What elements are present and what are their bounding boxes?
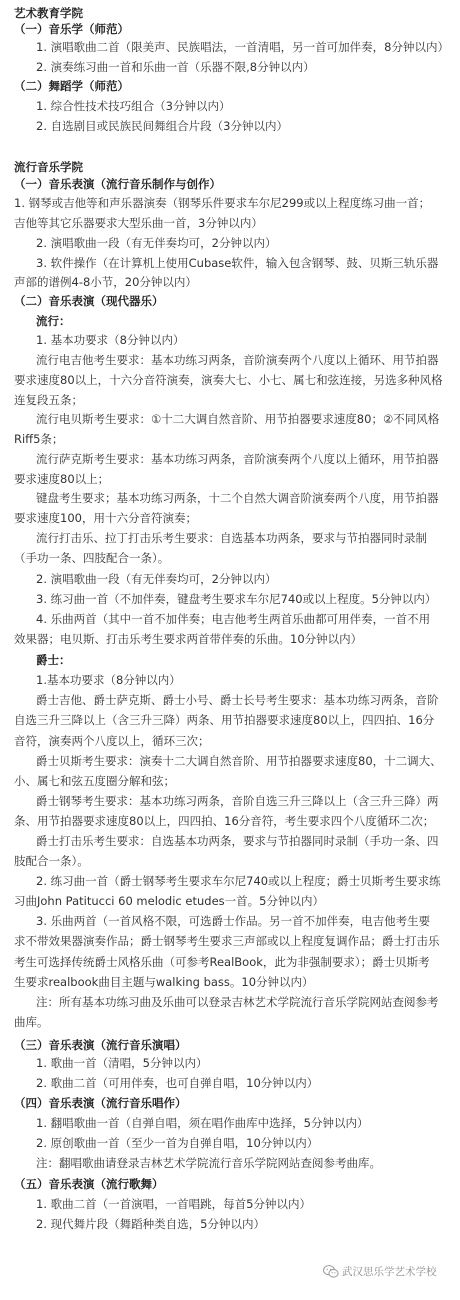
text-line: 3. 乐曲两首（一首风格不限，可选爵士作品。另一首不加伴奏，电吉他考生要 — [36, 914, 431, 928]
text-line: 考生可选择传统爵士风格乐曲（可参考RealBook，此为非强制要求）；爵士贝斯考 — [14, 955, 430, 969]
section-heading: （二）音乐表演（现代器乐） — [14, 294, 164, 308]
text-line: 2. 练习曲一首（爵士钢琴考生要求车尔尼740或以上程度；爵士贝斯考生要求练 — [36, 874, 441, 888]
text-line: 音符，演奏两个八度以上，循环三次； — [14, 734, 210, 748]
text-line: 爵士打击乐考生要求：自选基本功两条，要求与节拍器同时录制（手功一条、四 — [36, 834, 439, 848]
text-line: 连复段五条； — [14, 393, 83, 407]
section-heading: 艺术教育学院 — [14, 6, 83, 20]
text-line: 爵士吉他、爵士萨克斯、爵士小号、爵士长号考生要求：基本功练习两条，音阶 — [36, 693, 439, 707]
section-heading: 流行： — [36, 314, 71, 328]
text-line: 求不带效果器演奏作品；爵士钢琴考生要求三声部或以上程度复调作品；爵士打击乐 — [14, 934, 440, 948]
text-line: 2. 自选剧目或民族民间舞组合片段（3分钟以内） — [36, 119, 288, 133]
text-line: 流行电吉他考生要求：基本功练习两条，音阶演奏两个八度以上循环、用节拍器 — [36, 353, 439, 367]
text-line: 1. 歌曲一首（清唱，5分钟以内） — [36, 1056, 208, 1070]
text-line: 2. 演奏练习曲一首和乐曲一首（乐器不限,8分钟以内） — [36, 60, 315, 74]
text-line: Riff5条； — [14, 432, 64, 446]
section-heading: 流行音乐学院 — [14, 160, 83, 174]
text-line: 2. 原创歌曲一首（至少一首为自弹自唱，10分钟以内） — [36, 1136, 319, 1150]
section-heading: （二）舞蹈学（师范） — [14, 79, 129, 93]
section-heading: （五）音乐表演（流行歌舞） — [14, 1177, 164, 1191]
text-line: 1.基本功要求（8分钟以内） — [36, 673, 181, 687]
text-line: 吉他等其它乐器要求大型乐曲一首，3分钟以内） — [14, 216, 263, 230]
text-line: 注：所有基本功练习曲及乐曲可以登录吉林艺术学院流行音乐学院网站查阅参考 — [36, 995, 439, 1009]
text-line: 小、属七和弦五度圈分解和弦； — [14, 774, 175, 788]
text-line: 键盘考生要求；基本功练习两条，十二个自然大调音阶演奏两个八度，用节拍器 — [36, 491, 439, 505]
text-line: 流行打击乐、拉丁打击乐考生要求：自选基本功两条，要求与节拍器同时录制 — [36, 531, 427, 545]
text-line: 2. 演唱歌曲一段（有无伴奏均可，2分钟以内） — [36, 236, 277, 250]
text-line: 要求速度100，用十六分音符演奏； — [14, 511, 197, 525]
text-line: 要求速度80以上； — [14, 472, 110, 486]
text-line: 1. 基本功要求（8分钟以内） — [36, 333, 185, 347]
text-line: 条、用节拍器要求速度80以上，四四拍、16分音符，考生要求四个八度循环二次； — [14, 814, 435, 828]
text-line: 4. 乐曲两首（其中一首不加伴奏；电吉他考生两首乐曲都可用伴奏，一首不用 — [36, 612, 431, 626]
text-line: 1. 演唱歌曲二首（限美声、民族唱法，一首清唱，另一首可加伴奏，8分钟以内） — [36, 40, 449, 54]
section-heading: （一）音乐学（师范） — [14, 22, 129, 36]
text-line: 爵士贝斯考生要求：演奏十二大调自然音阶、用节拍器要求速度80，十二调大、 — [36, 754, 442, 768]
watermark — [323, 1264, 437, 1279]
section-heading: （一）音乐表演（流行音乐制作与创作） — [14, 177, 221, 191]
text-line: 1. 钢琴或吉他等和声乐器演奏（钢琴乐件要求车尔尼299或以上程度练习曲一首； — [14, 196, 431, 210]
text-line: 3. 软件操作（在计算机上使用Cubase软件，输入包含钢琴、鼓、贝斯三轨乐器 — [36, 256, 439, 270]
text-line: 肢配合一条）。 — [14, 854, 89, 868]
text-line: 生要求realbook曲目主题与walking bass。10分钟以内） — [14, 975, 314, 989]
text-line: 流行电贝斯考生要求：①十二大调自然音阶、用节拍器要求速度80；②不同风格 — [36, 412, 440, 426]
text-line: 2. 现代舞片段（舞蹈种类自选，5分钟以内） — [36, 1217, 265, 1231]
section-heading: 爵士： — [36, 653, 71, 667]
text-line: 爵士钢琴考生要求：基本功练习两条，音阶自选三升三降以上（含三升三降）两 — [36, 794, 439, 808]
text-line: 声部的谱例4-8小节，20分钟以内） — [14, 275, 197, 289]
text-line: 曲库。 — [14, 1015, 49, 1029]
text-line: 1. 歌曲二首（一首演唱，一首唱跳，每首5分钟以内） — [36, 1197, 311, 1211]
text-line: 效果器；电贝斯、打击乐考生要求两首带伴奏的乐曲。10分钟以内） — [14, 632, 363, 646]
watermark-text: 武汉思乐学艺术学校 — [342, 1266, 437, 1278]
text-line: 要求速度80以上，十六分音符演奏，演奏大七、小七、属七和弦连接，另选多种风格 — [14, 373, 443, 387]
text-line: 1. 综合性技术技巧组合（3分钟以内） — [36, 99, 231, 113]
text-line: （手功一条、四肢配合一条）。 — [14, 551, 170, 565]
text-line: 2. 歌曲二首（可用伴奏，也可自弹自唱，10分钟以内） — [36, 1076, 319, 1090]
section-heading: （三）音乐表演（流行音乐演唱） — [14, 1038, 187, 1052]
text-line: 自选三升三降以上（含三升三降）两条、用节拍器要求速度80以上，四四拍、16分 — [14, 713, 435, 727]
section-heading: （四）音乐表演（流行音乐唱作） — [14, 1096, 187, 1110]
text-line: 1. 翻唱歌曲一首（自弹自唱，须在唱作曲库中选择，5分钟以内） — [36, 1116, 369, 1130]
text-line: 2. 演唱歌曲一段（有无伴奏均可，2分钟以内） — [36, 572, 277, 586]
text-line: 流行萨克斯考生要求：基本功练习两条，音阶演奏两个八度以上循环，用节拍器 — [36, 452, 439, 466]
wechat-icon — [323, 1265, 339, 1278]
text-line: 注：翻唱歌曲请登录吉林艺术学院流行音乐学院网站查阅参考曲库。 — [36, 1156, 381, 1170]
text-line: 习曲John Patitucci 60 melodic etudes一首。5分钟以内） — [14, 894, 324, 908]
text-line: 3. 练习曲一首（不加伴奏，键盘考生要求车尔尼740或以上程度。5分钟以内） — [36, 592, 437, 606]
